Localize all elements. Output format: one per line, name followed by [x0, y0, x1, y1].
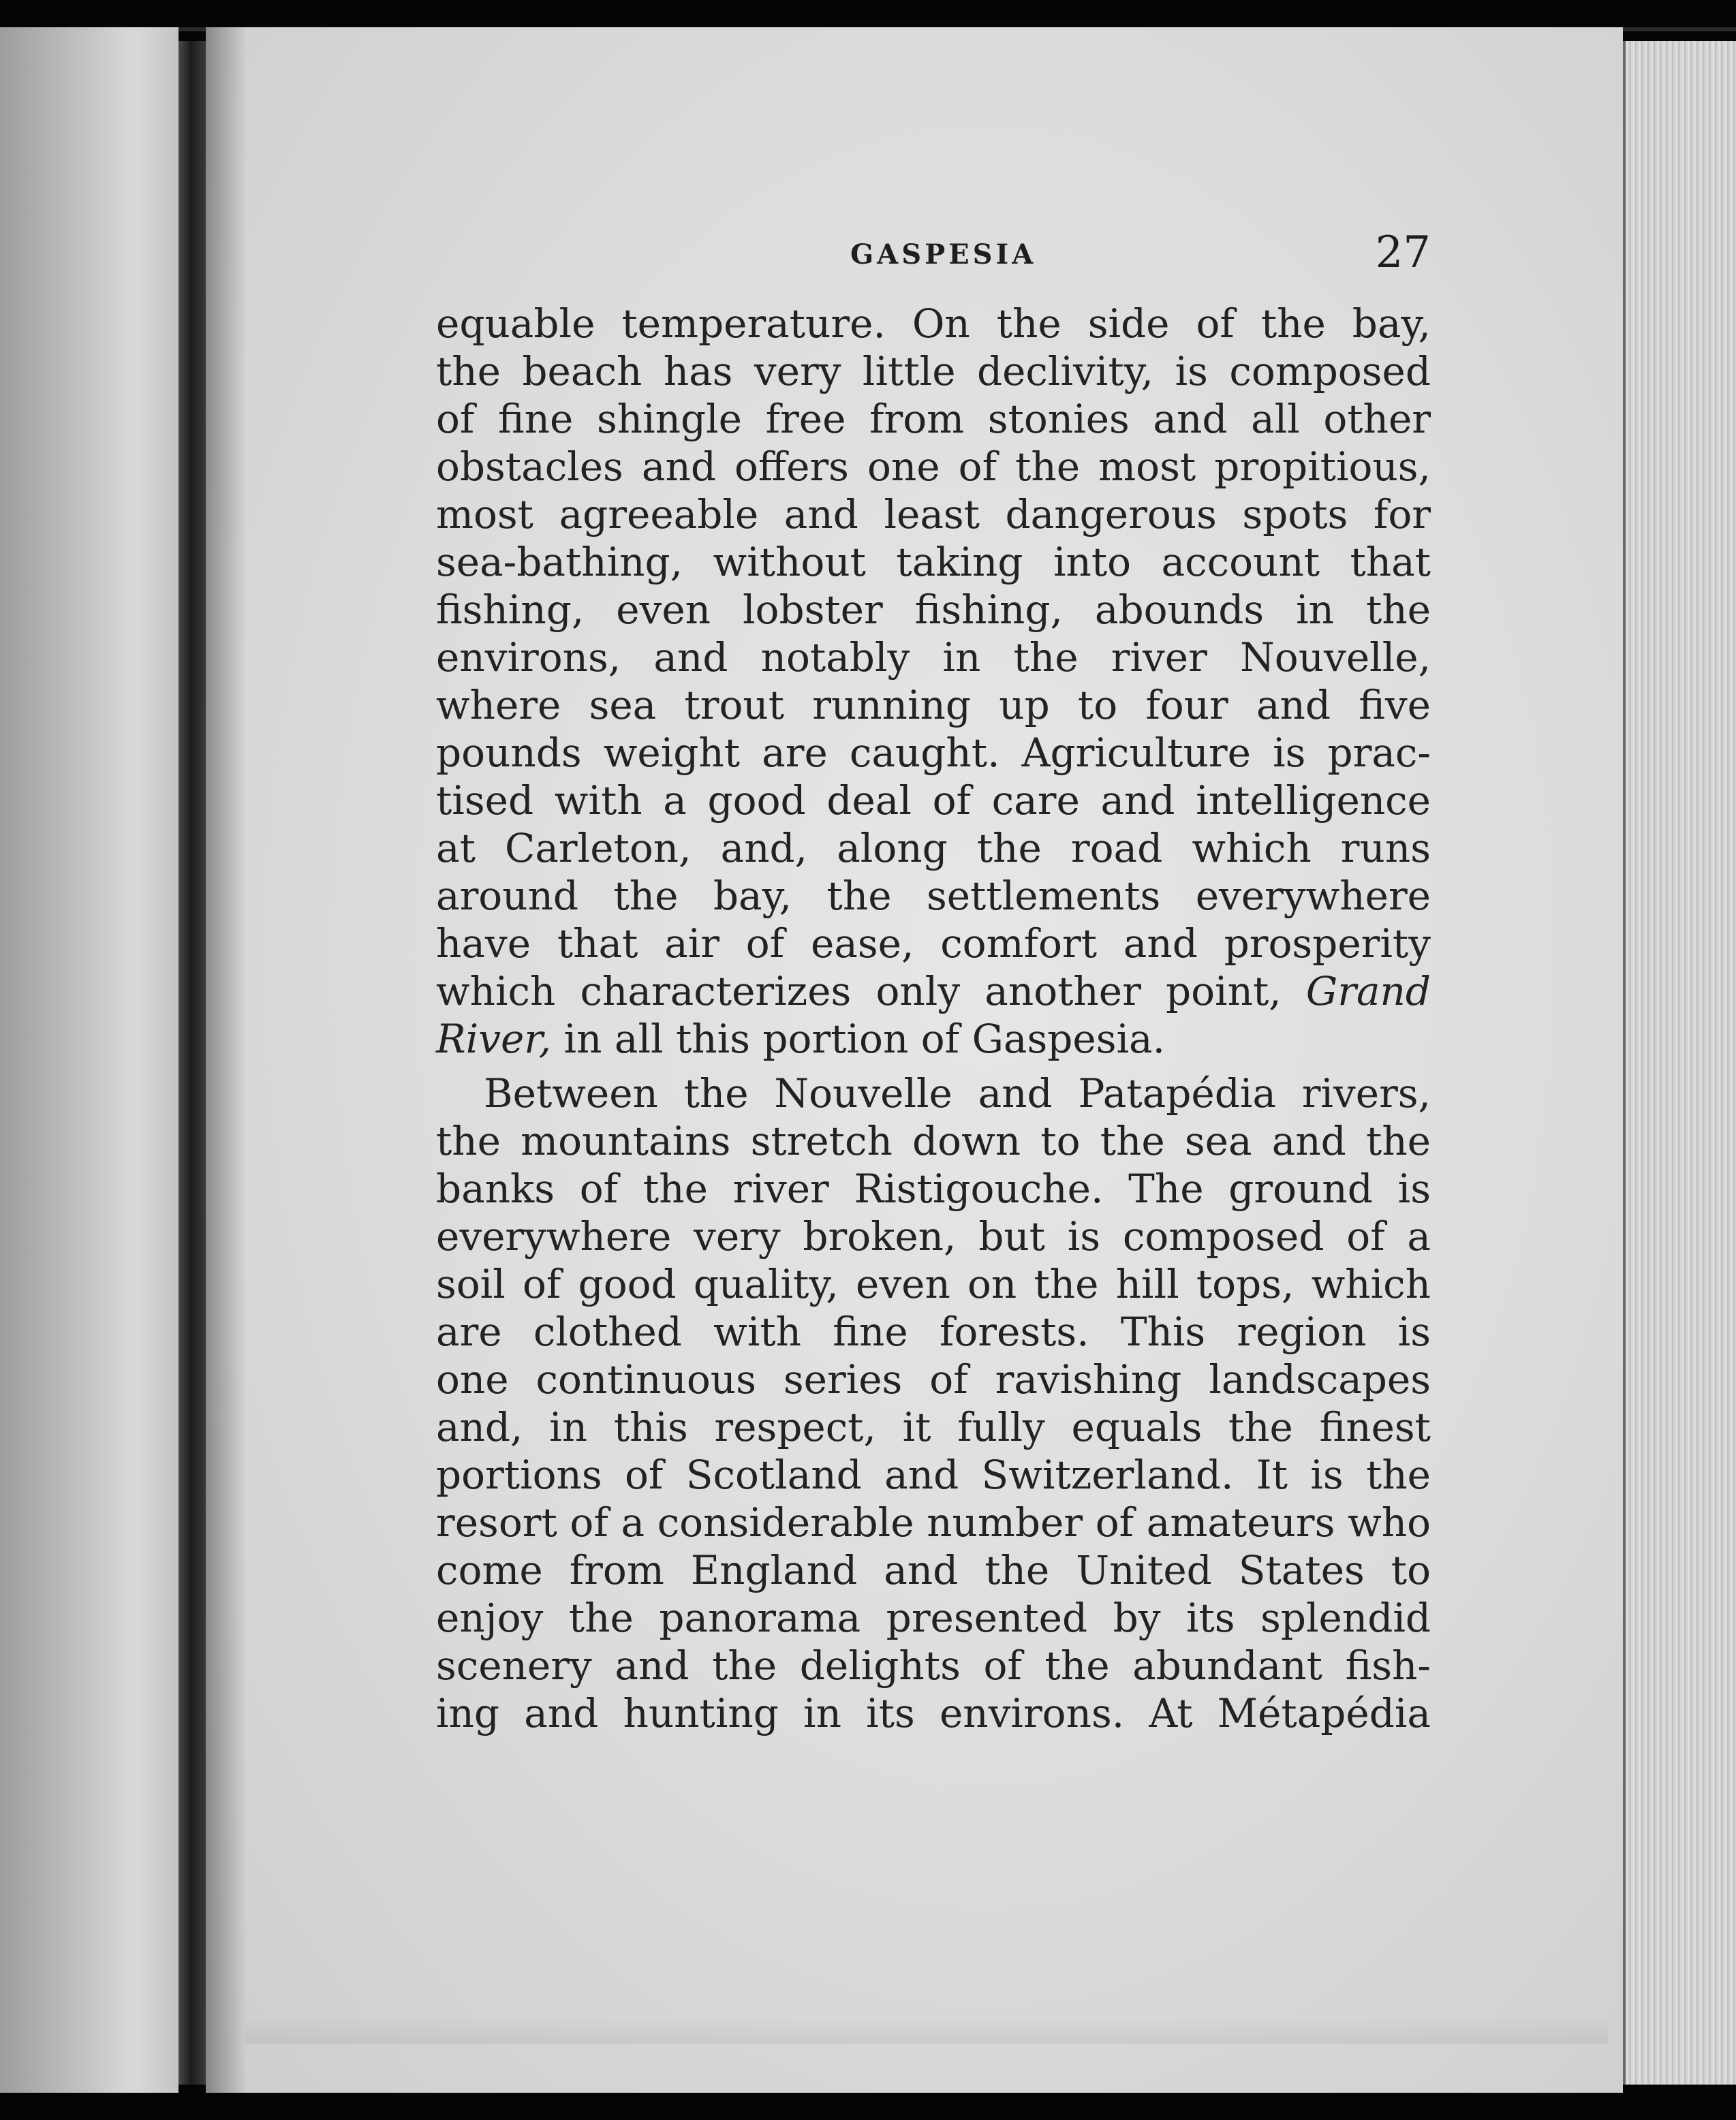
text-line: where sea trout running up to four and five — [436, 682, 1431, 728]
text-line: at Carleton, and, along the road which runs — [436, 825, 1431, 871]
text-line: tised with a good deal of care and intelligence — [436, 777, 1431, 824]
text-line: enjoy the panorama presented by its splendid — [436, 1595, 1431, 1641]
text-line: soil of good quality, even on the hill tops, which — [436, 1261, 1431, 1307]
text-line: obstacles and offers one of the most propitious, — [436, 443, 1431, 490]
italic-place-name: Grand — [1305, 968, 1431, 1014]
text-segment: in all this portion of Gaspesia. — [551, 1016, 1166, 1062]
running-head — [436, 225, 1431, 286]
text-line: around the bay, the settlements everywhere — [436, 873, 1431, 919]
text-line: the beach has very little declivity, is composed — [436, 348, 1431, 394]
text-line: ing and hunting in its environs. At Métapédia — [436, 1690, 1431, 1736]
text-line: everywhere very broken, but is composed of a — [436, 1213, 1431, 1260]
running-head-title: GASPESIA — [850, 238, 1037, 270]
page-edges — [1623, 41, 1736, 2085]
gutter-shadow — [206, 27, 247, 2093]
text-line: one continuous series of ravishing landscapes — [436, 1356, 1431, 1403]
text-line-with-italic — [436, 967, 1431, 1015]
italic-place-name: River, — [436, 1016, 552, 1062]
text-line: the mountains stretch down to the sea and the — [436, 1118, 1431, 1164]
text-line: sea-bathing, without taking into account that — [436, 539, 1431, 585]
text-line: scenery and the delights of the abundant fish- — [436, 1642, 1431, 1689]
text-line: have that air of ease, comfort and prosperity — [436, 920, 1431, 967]
paragraph-1 — [436, 300, 1431, 1063]
text-line: resort of a considerable number of amateurs who — [436, 1499, 1431, 1546]
text-segment: which characterizes only another point, — [436, 968, 1282, 1014]
text-line-with-italic — [436, 1015, 1431, 1063]
page-bottom-shade — [245, 2016, 1608, 2044]
text-line: banks of the river Ristigouche. The ground is — [436, 1166, 1431, 1212]
text-line: pounds weight are caught. Agriculture is prac- — [436, 730, 1431, 776]
text-line: of fine shingle free from stonies and all other — [436, 396, 1431, 442]
text-line: most agreeable and least dangerous spots for — [436, 491, 1431, 537]
text-line: come from England and the United States to — [436, 1547, 1431, 1593]
page-number: 27 — [1375, 228, 1431, 278]
text-line: portions of Scotland and Switzerland. It is the — [436, 1452, 1431, 1498]
text-line: and, in this respect, it fully equals the finest — [436, 1404, 1431, 1450]
text-line: are clothed with fine forests. This region is — [436, 1309, 1431, 1355]
body-text — [436, 300, 1431, 1737]
left-page-blank — [0, 27, 179, 2093]
text-line: Between the Nouvelle and Patapédia rivers, — [484, 1070, 1431, 1117]
book-gutter — [179, 41, 206, 2085]
text-line: environs, and notably in the river Nouvelle, — [436, 634, 1431, 681]
text-line: equable temperature. On the side of the bay, — [436, 300, 1431, 347]
paragraph-2 — [436, 1070, 1431, 1737]
text-line: fishing, even lobster fishing, abounds in the — [436, 587, 1431, 633]
